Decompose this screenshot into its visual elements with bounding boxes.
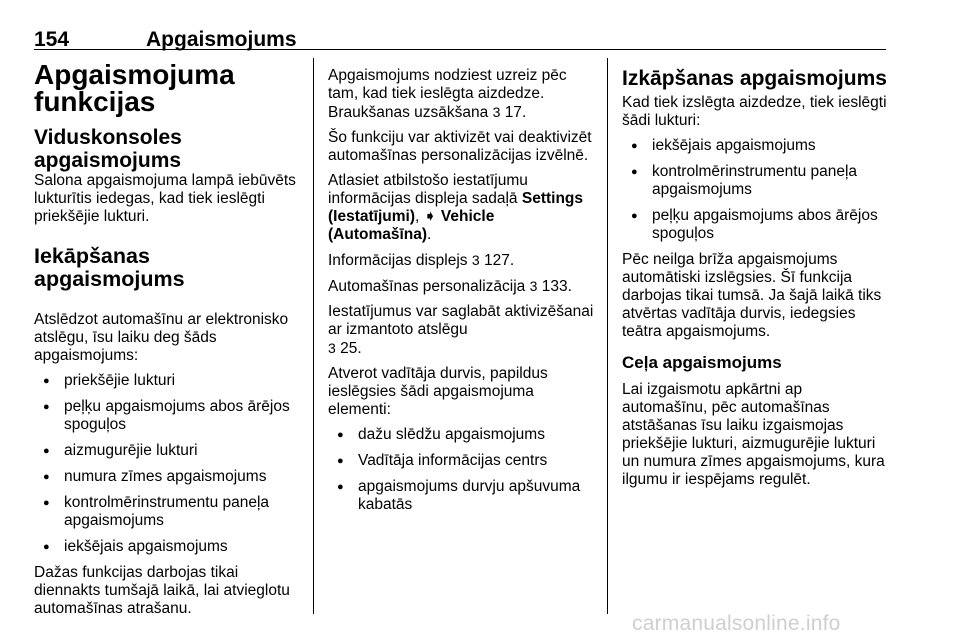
exit-lighting-text: Kad tiek izslēgta aizdedze, tiek ieslēgti šādi lukturi: <box>622 94 887 129</box>
door-lighting-list <box>328 426 594 514</box>
list-item: ● iekšējais apgaismojums <box>622 137 890 155</box>
list-item: ● peļķu apgaismojums abos ārējos spoguļos <box>622 207 890 243</box>
console-lighting-text: Salona apgaismojuma lampā iebūvēts lukturītis iedegas, kad tiek ieslēgti priekšējie lukturi. <box>34 172 296 225</box>
column-2 <box>328 67 594 522</box>
watermark: carmanualsonline.info <box>632 612 841 635</box>
column-divider-2 <box>607 58 608 614</box>
page-ref-icon: 3 <box>471 252 480 268</box>
page-number: 154 <box>34 28 70 51</box>
page-ref-icon: 3 <box>328 340 336 356</box>
column-divider-1 <box>313 58 314 614</box>
paragraph: Šo funkciju var aktivizēt vai deaktivizēt automašīnas personalizācijas izvēlnē. <box>328 129 592 164</box>
paragraph: Atverot vadītāja durvis, papildus ieslēgsies šādi apgaismojuma elementi: <box>328 365 548 418</box>
list-item: ● apgaismojums durvju apšuvuma kabatās <box>328 478 594 514</box>
entry-lighting-text: Atslēdzot automašīnu ar elektronisko atslēgu, īsu laiku deg šāds apgaismojums: <box>34 311 289 364</box>
column-1 <box>34 61 302 625</box>
exit-lighting-list <box>622 137 890 243</box>
section-title: Apgaismojuma funkcijas <box>34 59 235 117</box>
paragraph: Atlasiet atbilstošo iestatījumu informācijas displeja sadaļā Settings (Iestatījumi), ➧ Vehicle (Automašīna). <box>328 172 584 243</box>
list-item: ● dažu slēdžu apgaismojums <box>328 426 594 444</box>
path-lighting-text: Lai izgaismotu apkārtni ap automašīnu, pēc automašīnas atstāšanas īsu laiku izgaismojas priekšējie lukturi, aizmugurējie lukturi un numura zīmes apgaismojums, kura ilgumu ir iespējams regulēt. <box>622 381 885 488</box>
chapter-title: Apgaismojums <box>146 28 297 51</box>
list-item: ● priekšējie lukturi <box>34 372 302 390</box>
list-item: ● numura zīmes apgaismojums <box>34 468 302 486</box>
heading-exit-lighting: Izkāpšanas apgaismojums <box>622 67 887 90</box>
list-item: ● peļķu apgaismojums abos ārējos spoguļos <box>34 398 302 434</box>
list-item: ● Vadītāja informācijas centrs <box>328 452 594 470</box>
list-item: ● aizmugurējie lukturi <box>34 442 302 460</box>
menu-settings: Settings (Iestatījumi) <box>328 190 584 225</box>
list-item: ● kontrolmērinstrumentu paneļa apgaismojums <box>34 494 302 530</box>
page-ref-link[interactable]: 133 <box>541 278 568 295</box>
heading-console-lighting: Viduskonsoles apgaismojums <box>34 126 182 172</box>
menu-vehicle: Vehicle (Automašīna) <box>328 208 495 243</box>
paragraph: Iestatījumus var saglabāt aktivizēšanai ar izmantoto atslēgu 3 25. <box>328 303 594 357</box>
exit-lighting-note: Pēc neilga brīža apgaismojums automātiski izslēgsies. Šī funkcija darbojas tikai tumsā. Ja šajā laikā tiks atvērtas vadītāja durvis, iedegsies teātra apgaismojums. <box>622 251 882 340</box>
paragraph: Apgaismojums nodziest uzreiz pēc tam, kad tiek ieslēgta aizdedze. Braukšanas uzsākšana 3 17. <box>328 67 567 121</box>
page-ref-link[interactable]: 25 <box>340 340 358 357</box>
entry-lighting-note: Dažas funkcijas darbojas tikai diennakts tumšajā laikā, lai atvieglotu automašīnas atrašanu. <box>34 564 290 617</box>
entry-lighting-list <box>34 372 302 556</box>
page-ref-link[interactable]: 127 <box>483 252 510 269</box>
heading-path-lighting: Ceļa apgaismojums <box>622 353 782 372</box>
paragraph: Informācijas displejs 3 127. <box>328 252 515 269</box>
page-ref-link[interactable]: 17 <box>504 104 522 121</box>
menu-arrow-icon: ➧ <box>423 208 437 225</box>
page-header <box>34 14 886 50</box>
page-ref-icon: 3 <box>529 278 538 294</box>
paragraph: Automašīnas personalizācija 3 133. <box>328 278 572 295</box>
list-item: ● kontrolmērinstrumentu paneļa apgaismojums <box>622 163 890 199</box>
page-ref-icon: 3 <box>492 104 501 120</box>
heading-entry-lighting: Iekāpšanas apgaismojums <box>34 244 185 291</box>
list-item: ● iekšējais apgaismojums <box>34 538 302 556</box>
column-3 <box>622 67 890 496</box>
